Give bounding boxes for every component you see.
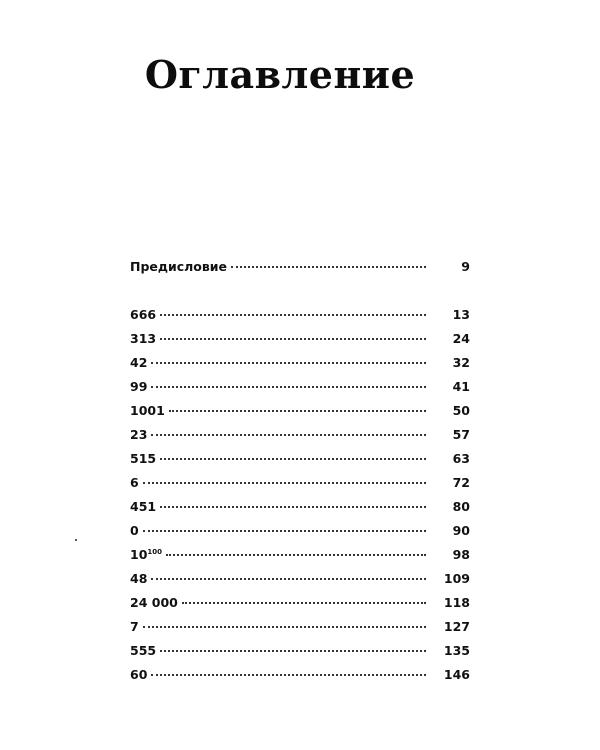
toc-entry (130, 351, 470, 375)
toc-entry-label: 42 (130, 355, 148, 370)
page-title: Оглавление (144, 52, 416, 97)
toc-entry (130, 639, 470, 663)
toc-entry-label: 0 (130, 523, 139, 538)
toc-entry (130, 399, 470, 423)
dot-leader (143, 520, 426, 532)
toc-entry-page: 63 (452, 451, 470, 466)
toc-entry-label-base: 10 (130, 547, 148, 562)
toc-entry-page: 32 (452, 355, 470, 370)
toc-entry-page: 127 (443, 619, 470, 634)
toc-entry-page: 118 (443, 595, 470, 610)
toc-entry-label: 555 (130, 643, 157, 658)
toc-entry-page: 72 (452, 475, 470, 490)
dot-leader (169, 400, 426, 412)
toc-entry-page: 24 (452, 331, 470, 346)
toc-entry-page: 41 (452, 379, 470, 394)
toc-entry-page: 98 (452, 547, 470, 562)
dot-leader (151, 376, 426, 388)
toc-entry (130, 663, 470, 687)
toc-entry-page: 135 (443, 643, 470, 658)
toc-entry-page: 9 (461, 259, 470, 274)
toc-entry-label: 515 (130, 451, 157, 466)
toc-entry (130, 447, 470, 471)
toc-entry-label: 48 (130, 571, 148, 586)
dot-leader (182, 592, 426, 604)
toc-entry-page: 50 (452, 403, 470, 418)
dot-leader (160, 328, 426, 340)
print-speck (75, 539, 77, 541)
toc-entry-label: 7 (130, 619, 139, 634)
dot-leader (143, 472, 426, 484)
toc-entry-label: 451 (130, 499, 157, 514)
toc-entry-label-exponent: 100 (147, 548, 163, 556)
toc-entry-page: 109 (443, 571, 470, 586)
dot-leader (160, 448, 426, 460)
toc-entry-label: Предисловие (130, 259, 228, 274)
toc-entry-label: 666 (130, 307, 157, 322)
dot-leader (160, 304, 426, 316)
toc-entry (130, 519, 470, 543)
toc-entry (130, 471, 470, 495)
toc-entry (130, 495, 470, 519)
dot-leader (160, 640, 426, 652)
toc-entry-label (130, 543, 162, 567)
toc-entry-page: 57 (452, 427, 470, 442)
dot-leader (151, 352, 426, 364)
dot-leader (151, 568, 426, 580)
dot-leader (160, 496, 426, 508)
toc-entry (130, 255, 470, 279)
toc-entry (130, 591, 470, 615)
toc-entry-page: 90 (452, 523, 470, 538)
dot-leader (231, 256, 426, 268)
toc-entry-label: 6 (130, 475, 139, 490)
toc-entry-label: 60 (130, 667, 148, 682)
dot-leader (143, 616, 426, 628)
dot-leader (151, 664, 426, 676)
toc-entry (130, 543, 470, 567)
toc-entry-page: 80 (452, 499, 470, 514)
toc-entry (130, 303, 470, 327)
toc-entry-label: 1001 (130, 403, 165, 418)
toc-entry-page: 13 (452, 307, 470, 322)
toc-entry-label: 23 (130, 427, 148, 442)
toc-entry (130, 615, 470, 639)
toc-entry (130, 567, 470, 591)
toc-entry (130, 423, 470, 447)
toc-entry-label: 313 (130, 331, 157, 346)
toc-entry (130, 327, 470, 351)
toc-entry-label: 99 (130, 379, 148, 394)
toc-entry-page: 146 (443, 667, 470, 682)
toc-entry (130, 375, 470, 399)
dot-leader (151, 424, 426, 436)
toc-entry-label: 24 000 (130, 595, 178, 610)
table-of-contents (130, 255, 470, 687)
dot-leader (166, 544, 426, 556)
